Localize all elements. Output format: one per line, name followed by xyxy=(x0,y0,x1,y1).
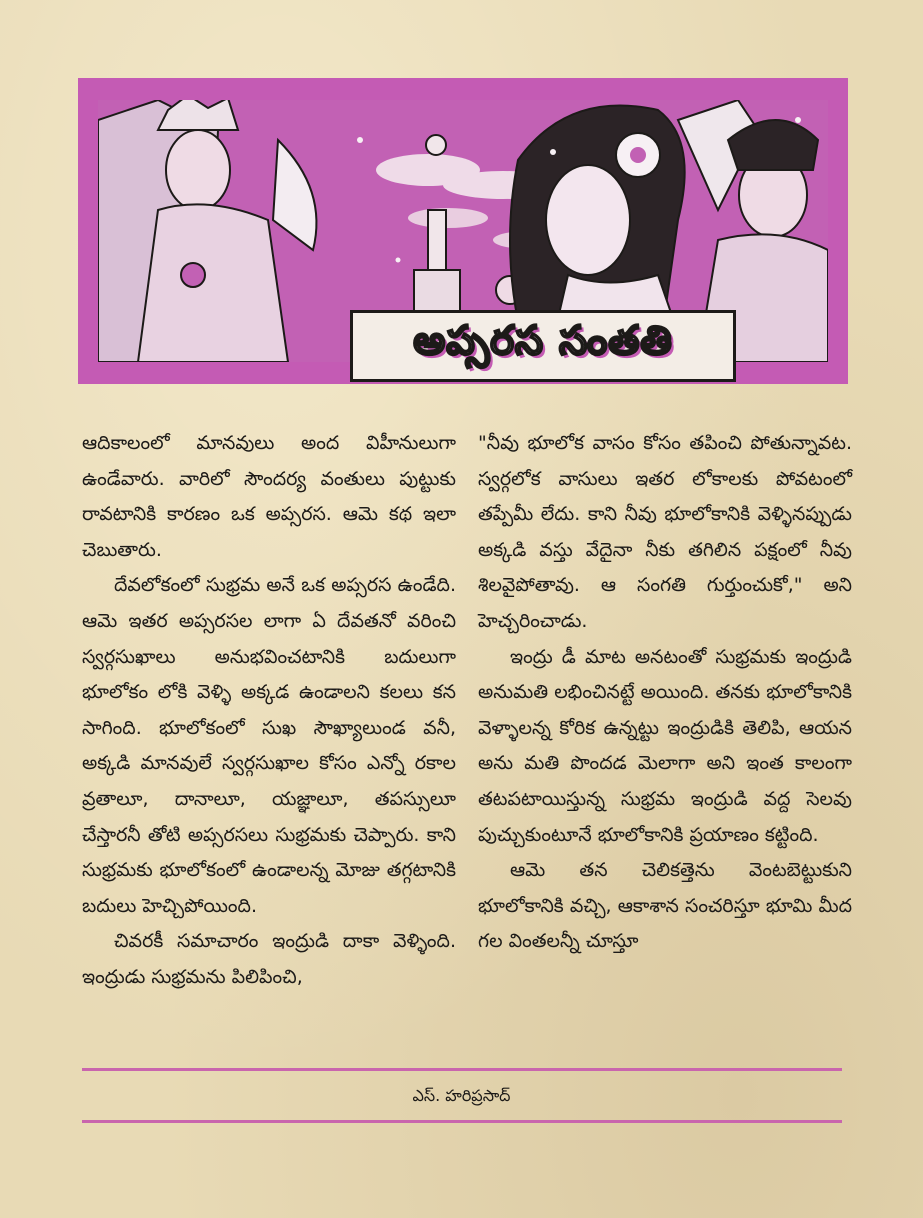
title-panel xyxy=(350,310,736,382)
right-column xyxy=(478,426,852,1066)
paragraph: ఆమె తన చెలికత్తెను వెంటబెట్టుకుని భూలోకానికి వచ్చి, ఆకాశాన సంచరిస్తూ భూమి మీద గల వింతలన్నీ చూస్తూ xyxy=(478,859,852,953)
left-column xyxy=(82,426,456,1066)
header-illustration xyxy=(78,78,848,384)
top-divider xyxy=(82,1068,842,1071)
bottom-divider xyxy=(82,1120,842,1123)
story-title: అప్సరస సంతతి xyxy=(413,318,673,364)
paragraph: "నీవు భూలోక వాసం కోసం తపించి పోతున్నావట. స్వర్గలోక వాసులు ఇతర లోకాలకు పోవటంలో తప్పేమీ లేదు. కాని నీవు భూలోకానికి వెళ్ళినప్పుడు అక్కడి వస్తు వేదైనా నీకు తగిలిన పక్షంలో నీవు శిలవైపోతావు. ఆ సంగతి గుర్తుంచుకో," అని హెచ్చరించాడు. xyxy=(478,432,852,632)
article-body xyxy=(82,426,852,1066)
author-byline: ఎస్. హరిప్రసాద్ xyxy=(412,1086,511,1105)
paragraph: ఇంద్రు డీ మాట అనటంతో సుభ్రమకు ఇంద్రుడి అనుమతి లభించినట్టే అయింది. తనకు భూలోకానికి వెళ్ళాలన్న కోరిక ఉన్నట్టు ఇంద్రుడికి తెలిపి, ఆయన అను మతి పొందడ మెలాగా అని ఇంత కాలంగా తటపటాయిస్తున్న సుభ్రమ ఇంద్రుడి వద్ద సెలవు పుచ్చుకుంటూనే భూలోకానికి ప్రయాణం కట్టింది. xyxy=(478,645,852,846)
paragraph: చివరకీ సమాచారం ఇంద్రుడి దాకా వెళ్ళింది. ఇంద్రుడు సుభ్రమను పిలిపించి, xyxy=(82,930,456,988)
paragraph: ఆదికాలంలో మానవులు అంద విహీనులుగా ఉండేవారు. వారిలో సౌందర్య వంతులు పుట్టుకు రావటానికి కారణం ఒక అప్సరస. ఆమె కథ ఇలా చెబుతారు. xyxy=(82,432,456,561)
paragraph: దేవలోకంలో సుభ్రమ అనే ఒక అప్సరస ఉండేది. ఆమె ఇతర అప్సరసల లాగా ఏ దేవతనో వరించి స్వర్గసుఖాలు అనుభవించటానికి బదులుగా భూలోకం లోకి వెళ్ళి అక్కడ ఉండాలని కలలు కన సాగింది. భూలోకంలో సుఖ సౌఖ్యాలుండ వనీ, అక్కడి మానవులే స్వర్గసుఖాల కోసం ఎన్నో రకాల వ్రతాలూ, దానాలూ, యజ్ఞాలూ, తపస్సులూ చేస్తారనీ తోటి అప్సరసలు సుభ్రమకు చెప్పారు. కాని సుభ్రమకు భూలోకంలో ఉండాలన్న మోజు తగ్గటానికి బదులు హెచ్చిపోయింది. xyxy=(82,574,456,917)
